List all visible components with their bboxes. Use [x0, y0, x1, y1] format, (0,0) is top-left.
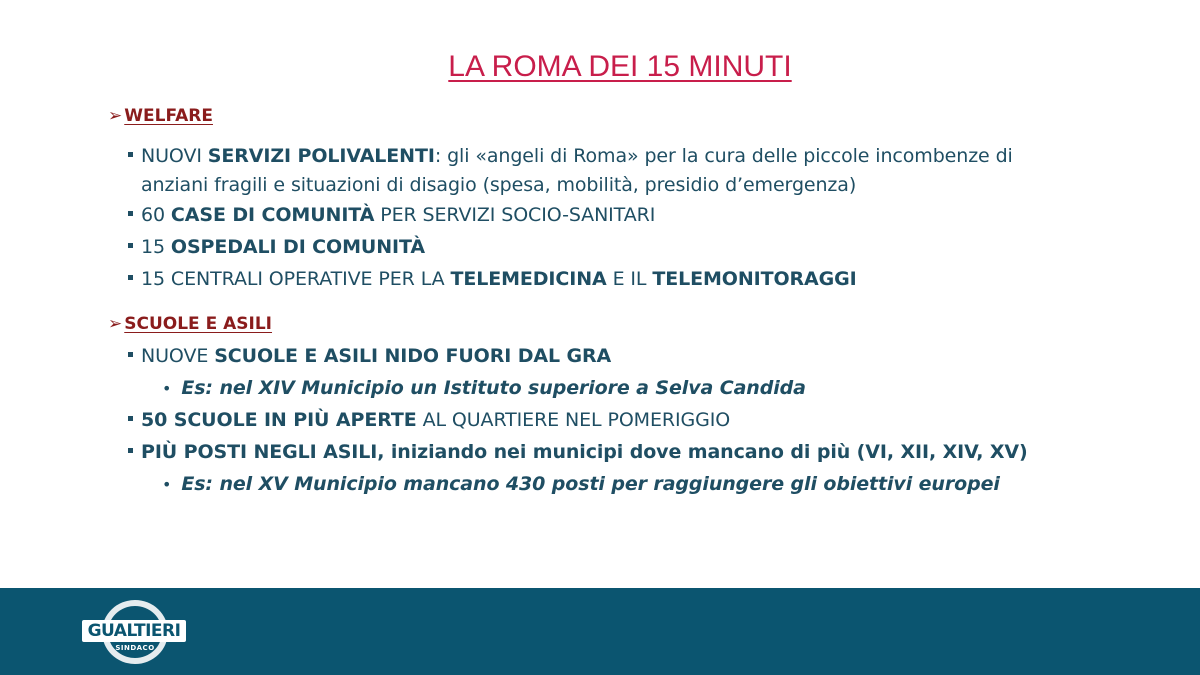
section-heading-welfare	[108, 104, 213, 128]
item-text: NUOVE	[141, 345, 215, 367]
list-item	[128, 265, 857, 293]
item-text: 15 CENTRALI OPERATIVE PER LA	[141, 268, 451, 290]
list-item	[128, 406, 730, 434]
list-item	[128, 201, 655, 229]
square-bullet-icon	[128, 243, 133, 248]
section-heading-scuole	[108, 312, 272, 336]
item-bold-text: PIÙ POSTI NEGLI ASILI, iniziando nei municipi dove mancano di più (VI, XII, XIV, XV)	[141, 441, 1028, 463]
arrow-bullet-icon: ➢	[108, 106, 123, 126]
list-item	[128, 342, 611, 370]
square-bullet-icon	[128, 152, 133, 157]
square-bullet-icon	[128, 448, 133, 453]
list-item	[128, 233, 425, 261]
item-text: 15	[141, 236, 171, 258]
item-text: 60	[141, 204, 171, 226]
item-italic-text: Es: nel XV Municipio mancano 430 posti per raggiungere gli obiettivi europei	[181, 473, 1000, 495]
gualtieri-logo	[80, 600, 190, 665]
section-label: SCUOLE E ASILI	[124, 314, 273, 334]
sub-list-item	[162, 470, 1000, 499]
square-bullet-icon	[128, 211, 133, 216]
item-text: NUOVI	[141, 145, 208, 167]
item-bold-text: OSPEDALI DI COMUNITÀ	[170, 236, 425, 258]
section-label: WELFARE	[124, 106, 213, 126]
slide-title: LA ROMA DEI 15 MINUTI	[448, 50, 792, 83]
item-text: PER SERVIZI SOCIO-SANITARI	[374, 204, 656, 226]
logo-subtitle: SINDACO	[115, 644, 155, 652]
item-italic-text: Es: nel XIV Municipio un Istituto superiore a Selva Candida	[181, 377, 806, 399]
item-bold-text: CASE DI COMUNITÀ	[170, 204, 375, 226]
item-text: : gli «angeli di Roma» per la cura delle piccole incombenze di	[434, 145, 1013, 167]
item-bold-text: TELEMONITORAGGI	[652, 268, 857, 290]
item-bold-text: SERVIZI POLIVALENTI	[207, 145, 435, 167]
sub-list-item	[162, 374, 806, 403]
arrow-bullet-icon: ➢	[108, 314, 123, 334]
square-bullet-icon	[128, 352, 133, 357]
list-item-continuation: anziani fragili e situazioni di disagio (spesa, mobilità, presidio d’emergenza)	[141, 174, 857, 196]
list-item	[128, 438, 1028, 466]
square-bullet-icon	[128, 275, 133, 280]
logo-name: GUALTIERI	[87, 621, 181, 641]
item-text: AL QUARTIERE NEL POMERIGGIO	[416, 409, 731, 431]
dot-bullet-icon: •	[162, 475, 172, 494]
item-text: E IL	[606, 268, 653, 290]
item-bold-text: SCUOLE E ASILI NIDO FUORI DAL GRA	[214, 345, 612, 367]
square-bullet-icon	[128, 416, 133, 421]
item-bold-text: 50 SCUOLE IN PIÙ APERTE	[141, 409, 417, 431]
dot-bullet-icon: •	[162, 379, 172, 398]
item-bold-text: TELEMEDICINA	[450, 268, 607, 290]
list-item	[128, 142, 1013, 170]
